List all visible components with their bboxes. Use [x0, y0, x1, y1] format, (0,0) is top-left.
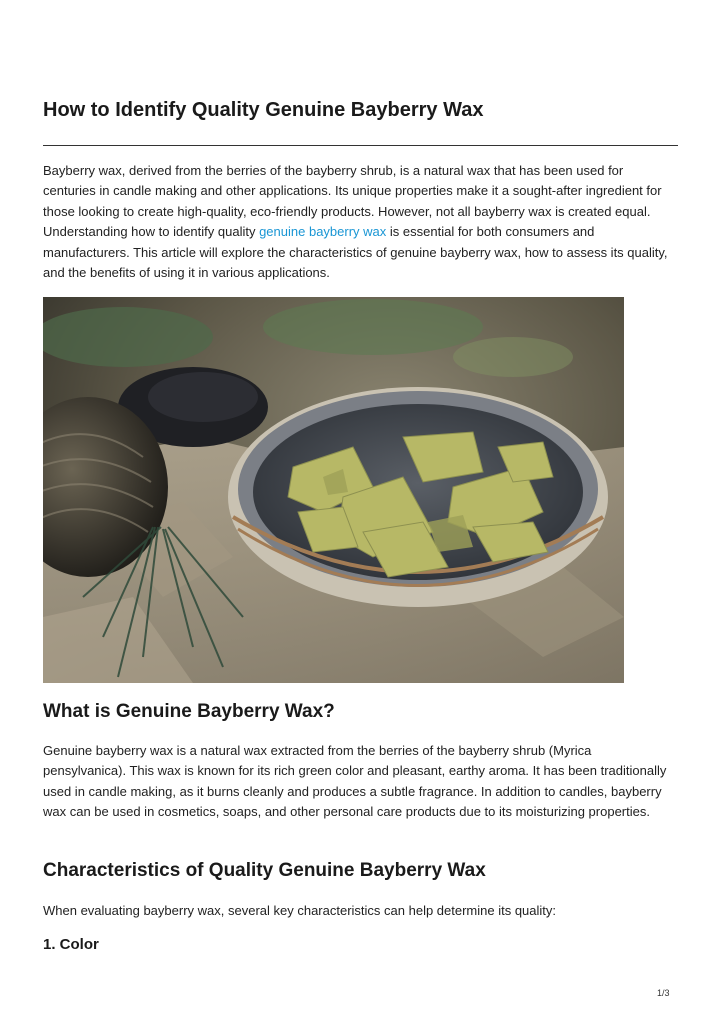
bayberry-wax-bowl-photo	[43, 297, 624, 683]
section-heading-characteristics: Characteristics of Quality Genuine Bayberry Wax	[43, 860, 486, 881]
intro-text-after-link: is essential for both consumers and manufacturers. This article will explore the characteristics of genuine bayberry wax, how to assess its quality, and the benefits of using it in various applications.	[43, 224, 668, 281]
page-number: 1/3	[657, 988, 670, 998]
section-paragraph-what-is: Genuine bayberry wax is a natural wax extracted from the berries of the bayberry shrub (Myrica pensylvanica). This wax is known for its rich green color and pleasant, earthy aroma. It has been traditionally used in candle making, as it burns cleanly and produces a subtle fragrance. In addition to candles, bayberry wax can be used in cosmetics, soaps, and other personal care products due to its moisturizing properties.	[43, 743, 667, 820]
intro-text-before-link: Bayberry wax, derived from the berries of the bayberry shrub, is a natural wax that has been used for centuries in candle making and other applications. Its unique properties make it a sought-after ingredient for those looking to create high-quality, eco-friendly products. However, not all bayberry wax is created equal. Understanding how to identify quality	[43, 163, 662, 240]
article-title: How to Identify Quality Genuine Bayberry Wax	[43, 99, 484, 121]
subheading-color: 1. Color	[43, 936, 99, 953]
section-heading-what-is: What is Genuine Bayberry Wax?	[43, 701, 335, 722]
genuine-bayberry-wax-link[interactable]: genuine bayberry wax	[259, 224, 387, 240]
title-divider	[43, 145, 678, 146]
intro-paragraph	[43, 161, 678, 283]
section-paragraph-characteristics: When evaluating bayberry wax, several key characteristics can help determine its quality:	[43, 903, 557, 918]
